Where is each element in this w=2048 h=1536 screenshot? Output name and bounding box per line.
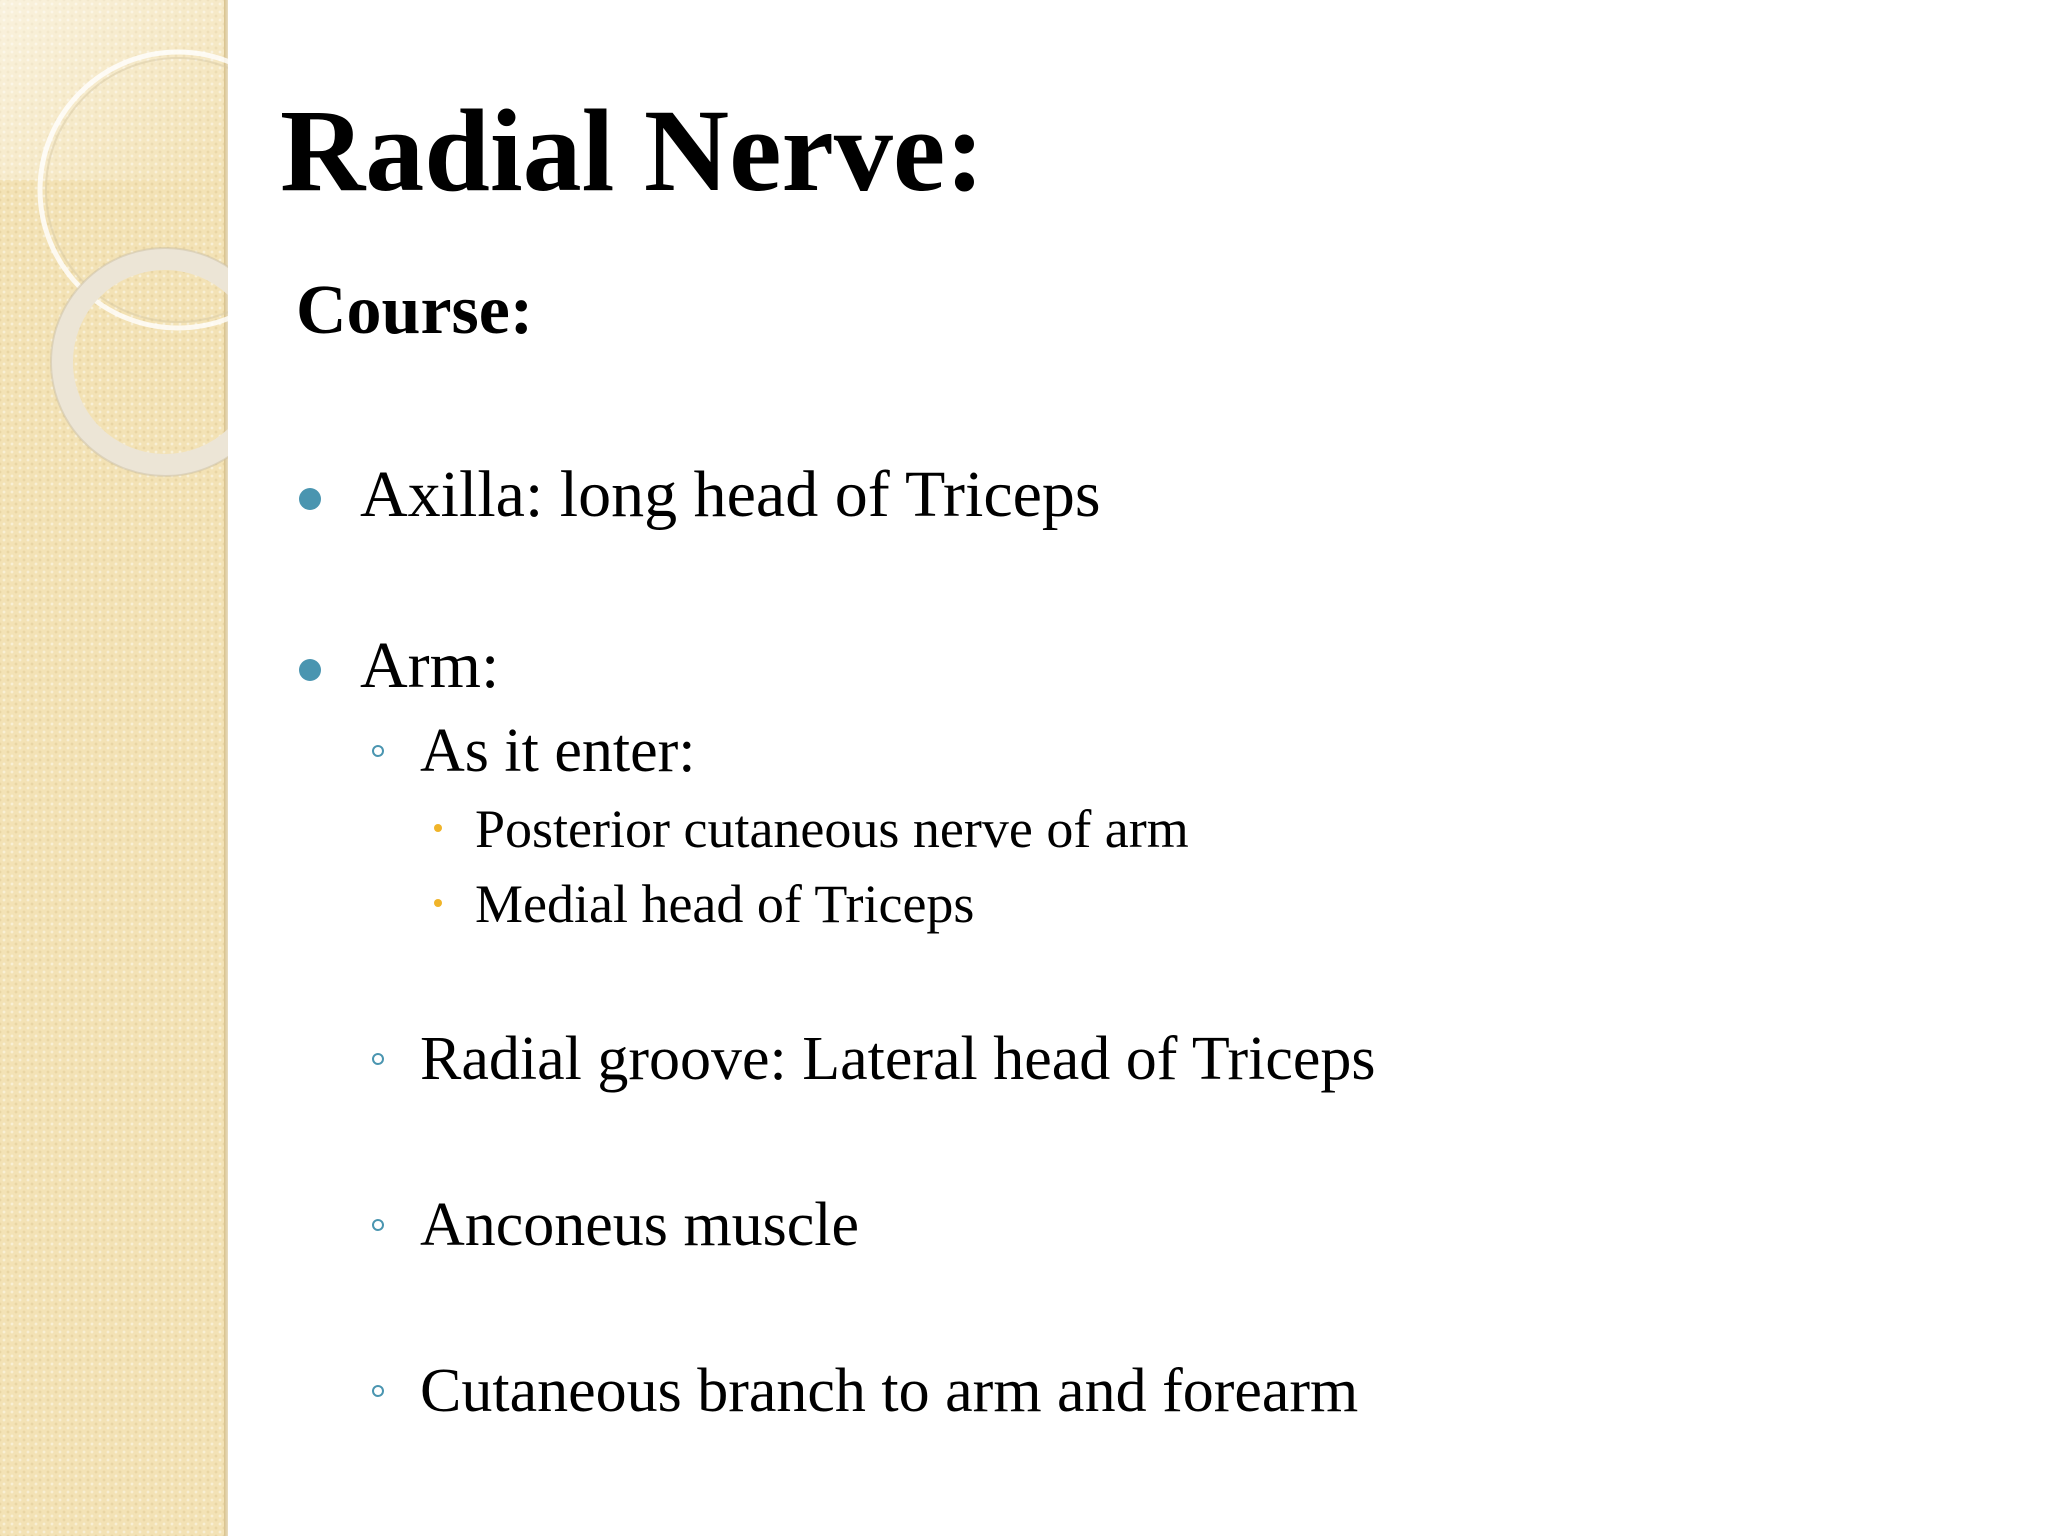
sub-item-as-it-enter: As it enter: [420, 717, 696, 785]
small-dot-bullet-icon [434, 899, 442, 907]
small-dot-bullet-icon [434, 824, 442, 832]
hollow-circle-bullet-icon [372, 1385, 384, 1397]
filled-circle-bullet-icon [299, 488, 321, 510]
sub-sub-item-posterior-cutaneous: Posterior cutaneous nerve of arm [475, 799, 1189, 859]
decorative-rings-icon [0, 0, 228, 500]
bullet-item-axilla: Axilla: long head of Triceps [360, 458, 1101, 531]
slide-title: Radial Nerve: [280, 85, 985, 216]
hollow-circle-bullet-icon [372, 1219, 384, 1231]
sub-sub-item-medial-head: Medial head of Triceps [475, 874, 975, 934]
sub-item-radial-groove: Radial groove: Lateral head of Triceps [420, 1025, 1376, 1093]
hollow-circle-bullet-icon [372, 745, 384, 757]
filled-circle-bullet-icon [299, 659, 321, 681]
large-ring-shape [40, 52, 228, 328]
section-heading: Course: [296, 272, 534, 349]
small-ring-shape [62, 259, 228, 465]
bullet-item-arm: Arm: [360, 629, 500, 702]
hollow-circle-bullet-icon [372, 1053, 384, 1065]
sub-item-anconeus: Anconeus muscle [420, 1191, 860, 1259]
sub-item-cutaneous-branch: Cutaneous branch to arm and forearm [420, 1357, 1359, 1425]
